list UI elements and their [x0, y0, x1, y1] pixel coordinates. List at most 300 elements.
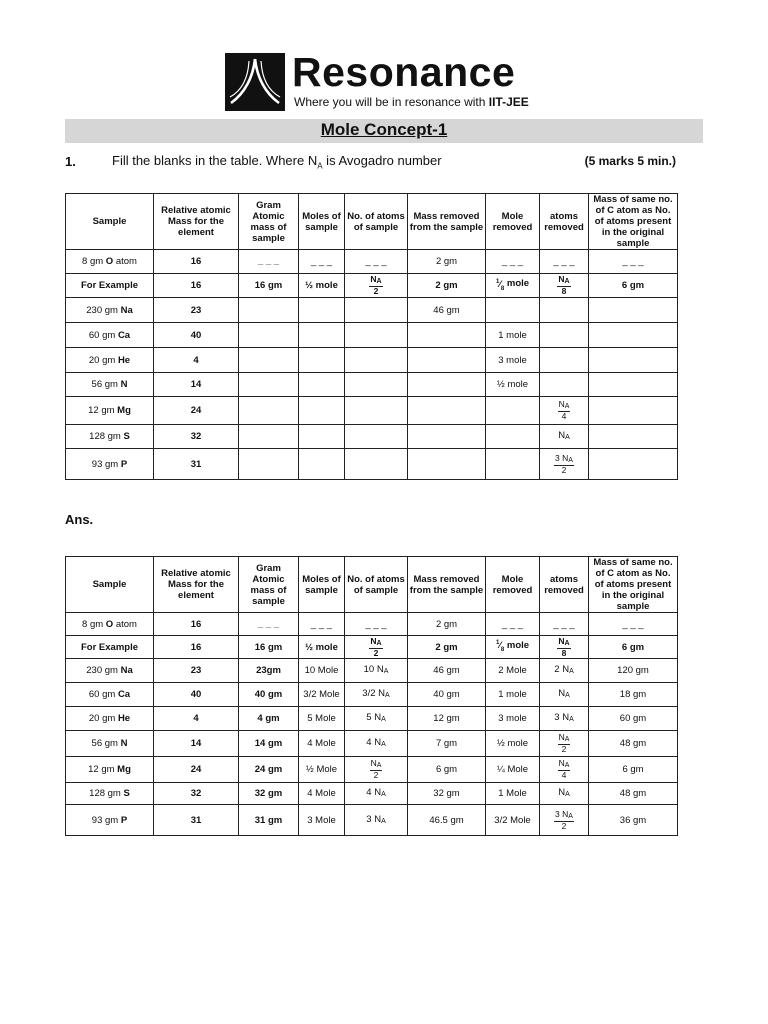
cell-removed	[408, 323, 486, 348]
cell-atoms	[345, 373, 408, 397]
cell-atoms	[345, 425, 408, 449]
element-symbol: N	[120, 738, 128, 749]
cell-sample	[66, 449, 154, 480]
marks-label: (5 marks 5 min.)	[584, 154, 676, 168]
fraction-denominator: 4	[561, 411, 567, 421]
subscript-a: A	[381, 791, 386, 798]
cell-moles: 5 Mole	[299, 707, 345, 731]
cell-atoms-removed	[540, 397, 589, 425]
sample-suffix: atom	[113, 618, 137, 630]
element-symbol: S	[123, 788, 130, 799]
column-header: Relative atomic Mass for the element	[154, 557, 239, 613]
cell-sample	[66, 373, 154, 397]
cell-removed	[408, 373, 486, 397]
fraction-numerator: NA	[558, 399, 570, 410]
cell-sample	[66, 613, 154, 636]
subscript-a: A	[568, 812, 573, 820]
sample-amount: 8 gm	[82, 256, 106, 267]
subscript-a: A	[376, 278, 382, 285]
cell-c-mass: 6 gm	[589, 636, 678, 659]
element-symbol: He	[117, 713, 131, 724]
sample-amount: 230 gm	[86, 304, 121, 316]
table-row	[66, 805, 678, 836]
fraction-numerator: NA	[558, 732, 570, 743]
cell-atoms-removed: NA	[540, 425, 589, 449]
cell-mass: 40	[154, 683, 239, 707]
subscript-a: A	[564, 403, 570, 410]
brand-name: Resonance	[292, 49, 516, 95]
sample-amount: 12 gm	[88, 405, 118, 416]
sample-amount: 56 gm	[91, 738, 121, 749]
cell-mass: 23	[154, 659, 239, 683]
subscript-a: A	[568, 456, 573, 464]
cell-removed	[408, 425, 486, 449]
cell-c-mass: 36 gm	[589, 805, 678, 836]
cell-gram	[239, 425, 299, 449]
column-header: Gram Atomic mass of sample	[239, 194, 299, 250]
fraction	[558, 400, 571, 421]
cell-mass: 14	[154, 373, 239, 397]
cell-gram: 16 gm	[239, 636, 299, 659]
subscript-a: A	[565, 434, 570, 441]
cell-mole-removed: 3 mole	[486, 348, 540, 373]
cell-atoms-removed	[540, 731, 589, 757]
cell-moles: 4 Mole	[299, 731, 345, 757]
element-symbol: Ca	[117, 689, 131, 700]
cell-moles	[299, 323, 345, 348]
cell-gram: 40 gm	[239, 683, 299, 707]
table-row	[66, 707, 678, 731]
fraction-numerator: NA	[558, 274, 570, 285]
cell-c-mass: 6 gm	[589, 757, 678, 783]
cell-moles: _ _ _	[299, 613, 345, 636]
cell-mass: 40	[154, 323, 239, 348]
element-symbol: N	[120, 379, 128, 390]
cell-mole-removed	[486, 397, 540, 425]
table-row	[66, 298, 678, 323]
cell-atoms-removed: _ _ _	[540, 250, 589, 274]
element-symbol: O	[105, 256, 114, 267]
sample-amount: 93 gm	[91, 814, 121, 826]
cell-removed	[408, 397, 486, 425]
cell-removed: 40 gm	[408, 683, 486, 707]
cell-atoms-removed: 3 NA	[540, 707, 589, 731]
fraction	[557, 637, 570, 658]
cell-mass: 31	[154, 805, 239, 836]
sample-amount: 56 gm	[91, 379, 121, 390]
cell-gram	[239, 449, 299, 480]
cell-moles: ½ Mole	[299, 757, 345, 783]
cell-moles: 10 Mole	[299, 659, 345, 683]
cell-removed: 12 gm	[408, 707, 486, 731]
table-row	[66, 323, 678, 348]
fraction-denominator: 2	[373, 286, 379, 296]
cell-atoms	[345, 397, 408, 425]
cell-atoms-removed	[540, 449, 589, 480]
subscript-a: A	[381, 741, 386, 748]
cell-removed: 2 gm	[408, 613, 486, 636]
column-header: Moles of sample	[299, 194, 345, 250]
cell-c-mass: 120 gm	[589, 659, 678, 683]
cell-atoms: 10 NA	[345, 659, 408, 683]
column-header: Relative atomic Mass for the element	[154, 194, 239, 250]
table-row	[66, 397, 678, 425]
fraction-denominator: 2	[561, 820, 567, 831]
question-number: 1.	[65, 154, 76, 169]
cell-atoms: 3/2 NA	[345, 683, 408, 707]
fraction-numerator: NA	[370, 635, 382, 647]
column-header: No. of atoms of sample	[345, 557, 408, 613]
cell-c-mass: _ _ _	[589, 613, 678, 636]
fraction	[557, 275, 570, 296]
element-symbol: O	[105, 618, 114, 630]
cell-mole-removed	[486, 274, 540, 298]
cell-atoms-removed: NA	[540, 683, 589, 707]
fraction	[370, 759, 383, 780]
fraction-denominator: 2	[373, 770, 379, 780]
cell-mole-removed: _ _ _	[486, 250, 540, 274]
cell-mole-removed	[486, 636, 540, 659]
cell-atoms-removed: _ _ _	[540, 613, 589, 636]
cell-mass: 24	[154, 757, 239, 783]
cell-sample	[66, 348, 154, 373]
fraction-denominator: 8	[561, 286, 567, 296]
sample-amount: 128 gm	[89, 431, 124, 442]
sample-amount: 12 gm	[88, 764, 118, 775]
cell-mass: 23	[154, 298, 239, 323]
cell-atoms-removed: 2 NA	[540, 659, 589, 683]
subscript-a: A	[569, 668, 574, 675]
cell-atoms-removed	[540, 805, 589, 836]
cell-removed: 2 gm	[408, 250, 486, 274]
column-header: atoms removed	[540, 557, 589, 613]
cell-moles: 3 Mole	[299, 805, 345, 836]
cell-mass: 16	[154, 613, 239, 636]
cell-sample	[66, 425, 154, 449]
table-row	[66, 757, 678, 783]
cell-removed: 46 gm	[408, 298, 486, 323]
subscript-a: A	[381, 716, 386, 723]
fraction-numerator: 3 NA	[555, 452, 573, 464]
cell-sample	[66, 397, 154, 425]
cell-c-mass: 48 gm	[589, 783, 678, 805]
column-header: Mole removed	[486, 557, 540, 613]
cell-mole-removed: _ _ _	[486, 613, 540, 636]
subscript-a: A	[376, 762, 382, 769]
cell-moles	[299, 449, 345, 480]
cell-sample: For Example	[66, 636, 154, 659]
fraction-numerator: NA	[370, 274, 382, 285]
element-symbol: Na	[120, 665, 133, 676]
column-header: Mass of same no. of C atom as No. of atoms present in the original sample	[589, 557, 678, 613]
sample-amount: 20 gm	[88, 713, 118, 724]
cell-mass: 4	[154, 348, 239, 373]
sample-amount: 93 gm	[91, 458, 121, 470]
sample-amount: 60 gm	[88, 329, 118, 341]
cell-moles	[299, 425, 345, 449]
table-row	[66, 373, 678, 397]
cell-atoms-removed	[540, 323, 589, 348]
sample-suffix: atom	[113, 256, 137, 267]
table-row	[66, 683, 678, 707]
table-row	[66, 636, 678, 659]
cell-mole-removed: 1 Mole	[486, 783, 540, 805]
table-header-row	[66, 194, 678, 250]
column-header: Moles of sample	[299, 557, 345, 613]
cell-mass: 16	[154, 250, 239, 274]
element-symbol: P	[120, 458, 128, 470]
cell-gram: _ _ _	[239, 250, 299, 274]
cell-mass: 16	[154, 274, 239, 298]
cell-atoms	[345, 348, 408, 373]
cell-removed: 2 gm	[408, 274, 486, 298]
subscript-a: A	[564, 736, 570, 743]
cell-moles	[299, 397, 345, 425]
cell-c-mass: 48 gm	[589, 731, 678, 757]
cell-gram: _ _ _	[239, 613, 299, 636]
cell-c-mass	[589, 397, 678, 425]
cell-removed	[408, 449, 486, 480]
subscript-a: A	[569, 716, 574, 723]
cell-moles	[299, 348, 345, 373]
table-row	[66, 449, 678, 480]
table-row	[66, 783, 678, 805]
table-row	[66, 250, 678, 274]
sample-amount: 230 gm	[86, 665, 121, 676]
cell-gram: 14 gm	[239, 731, 299, 757]
cell-atoms-removed: NA	[540, 783, 589, 805]
table-row	[66, 348, 678, 373]
fraction	[558, 759, 571, 780]
cell-gram: 32 gm	[239, 783, 299, 805]
cell-c-mass	[589, 449, 678, 480]
page-title: Mole Concept-1	[320, 120, 448, 139]
cell-mole-removed: ½ mole	[486, 731, 540, 757]
element-symbol: Ca	[117, 329, 131, 341]
cell-mole-removed: ¼ Mole	[486, 757, 540, 783]
fraction-numerator: NA	[558, 758, 570, 769]
cell-sample	[66, 683, 154, 707]
fraction	[554, 454, 574, 475]
cell-atoms	[345, 757, 408, 783]
question-table	[65, 193, 678, 480]
cell-gram	[239, 397, 299, 425]
brand-tagline: Where you will be in resonance with IIT-JEE	[294, 95, 529, 109]
cell-gram	[239, 298, 299, 323]
fraction-numerator: 3 NA	[555, 808, 573, 820]
cell-sample	[66, 298, 154, 323]
element-symbol: Mg	[117, 405, 131, 416]
cell-atoms: 3 NA	[345, 805, 408, 836]
fraction	[558, 733, 571, 754]
subscript-a: A	[376, 639, 382, 647]
cell-atoms	[345, 449, 408, 480]
cell-sample: For Example	[66, 274, 154, 298]
column-header: Sample	[66, 194, 154, 250]
cell-atoms-removed	[540, 636, 589, 659]
column-header: Sample	[66, 557, 154, 613]
column-header: Gram Atomic mass of sample	[239, 557, 299, 613]
cell-atoms-removed	[540, 348, 589, 373]
subscript-a: A	[383, 668, 389, 675]
cell-moles: ½ mole	[299, 274, 345, 298]
subscript-a: A	[381, 817, 386, 825]
cell-mass: 14	[154, 731, 239, 757]
cell-c-mass	[589, 373, 678, 397]
fraction-numerator: NA	[558, 635, 570, 647]
fraction-denominator: 2	[561, 464, 567, 475]
column-header: atoms removed	[540, 194, 589, 250]
cell-mass: 16	[154, 636, 239, 659]
cell-gram	[239, 373, 299, 397]
table-row	[66, 613, 678, 636]
cell-atoms: _ _ _	[345, 250, 408, 274]
element-symbol: S	[123, 431, 130, 442]
cell-moles	[299, 298, 345, 323]
cell-atoms: 4 NA	[345, 731, 408, 757]
cell-c-mass	[589, 425, 678, 449]
cell-sample	[66, 805, 154, 836]
fraction-denominator: 2	[373, 647, 379, 658]
cell-mole-removed	[486, 425, 540, 449]
table-row	[66, 425, 678, 449]
cell-mass: 4	[154, 707, 239, 731]
fraction-denominator: 2	[561, 744, 567, 754]
cell-atoms: 4 NA	[345, 783, 408, 805]
sample-amount: 8 gm	[82, 618, 106, 630]
cell-gram: 16 gm	[239, 274, 299, 298]
cell-moles: 4 Mole	[299, 783, 345, 805]
cell-mass: 31	[154, 449, 239, 480]
cell-removed	[408, 348, 486, 373]
cell-moles: 3/2 Mole	[299, 683, 345, 707]
cell-atoms	[345, 636, 408, 659]
table-header-row	[66, 557, 678, 613]
fraction	[554, 810, 574, 831]
cell-atoms-removed	[540, 757, 589, 783]
cell-mass: 24	[154, 397, 239, 425]
cell-mole-removed: 3 mole	[486, 707, 540, 731]
cell-c-mass	[589, 298, 678, 323]
answer-label: Ans.	[65, 512, 94, 527]
cell-c-mass	[589, 323, 678, 348]
cell-gram	[239, 323, 299, 348]
cell-moles: _ _ _	[299, 250, 345, 274]
cell-sample	[66, 659, 154, 683]
value: $^1⁄_8$ mole	[495, 278, 530, 292]
cell-sample	[66, 757, 154, 783]
cell-sample	[66, 323, 154, 348]
cell-atoms	[345, 323, 408, 348]
fraction-denominator: 8	[561, 647, 567, 658]
fraction-denominator: 4	[561, 770, 567, 780]
value: $^1⁄_8$ mole	[495, 639, 530, 654]
cell-gram: 23gm	[239, 659, 299, 683]
cell-c-mass: 60 gm	[589, 707, 678, 731]
column-header: Mass of same no. of C atom as No. of atoms present in the original sample	[589, 194, 678, 250]
fraction	[369, 637, 382, 658]
cell-removed: 2 gm	[408, 636, 486, 659]
table-row	[66, 659, 678, 683]
sample-amount: 128 gm	[89, 788, 124, 799]
title-band	[65, 119, 703, 143]
question-text: Fill the blanks in the table. Where $N_A$ is Avogadro number	[112, 153, 442, 171]
cell-atoms-removed	[540, 274, 589, 298]
fraction-numerator: NA	[370, 758, 382, 769]
subscript-a: A	[565, 692, 570, 699]
cell-mole-removed: ½ mole	[486, 373, 540, 397]
cell-atoms: _ _ _	[345, 613, 408, 636]
cell-atoms: 5 NA	[345, 707, 408, 731]
element-symbol: P	[120, 814, 128, 826]
cell-gram: 31 gm	[239, 805, 299, 836]
cell-mass: 32	[154, 425, 239, 449]
element-symbol: Mg	[117, 764, 131, 775]
table-row	[66, 274, 678, 298]
cell-sample	[66, 707, 154, 731]
sample-amount: 60 gm	[88, 689, 118, 700]
cell-sample	[66, 250, 154, 274]
cell-atoms	[345, 298, 408, 323]
cell-sample	[66, 731, 154, 757]
cell-moles	[299, 373, 345, 397]
element-symbol: Na	[120, 304, 133, 316]
slash-fraction: $^1⁄_8$	[495, 639, 505, 654]
cell-mole-removed: 1 mole	[486, 683, 540, 707]
cell-moles: ½ mole	[299, 636, 345, 659]
column-header: Mass removed from the sample	[408, 557, 486, 613]
subscript-a: A	[564, 762, 570, 769]
cell-c-mass	[589, 348, 678, 373]
answer-table	[65, 556, 678, 836]
column-header: Mole removed	[486, 194, 540, 250]
slash-fraction: $^1⁄_8$	[495, 278, 505, 292]
cell-atoms-removed	[540, 298, 589, 323]
column-header: No. of atoms of sample	[345, 194, 408, 250]
cell-mole-removed: 2 Mole	[486, 659, 540, 683]
cell-atoms-removed	[540, 373, 589, 397]
cell-removed: 32 gm	[408, 783, 486, 805]
fraction	[369, 275, 382, 296]
logo-emblem-icon	[225, 53, 285, 111]
table-row	[66, 731, 678, 757]
cell-removed: 46 gm	[408, 659, 486, 683]
cell-sample	[66, 783, 154, 805]
cell-removed: 46.5 gm	[408, 805, 486, 836]
column-header: Mass removed from the sample	[408, 194, 486, 250]
sample-amount: 20 gm	[88, 354, 118, 366]
cell-mole-removed: 1 mole	[486, 323, 540, 348]
cell-mole-removed	[486, 298, 540, 323]
cell-c-mass: 6 gm	[589, 274, 678, 298]
subscript-a: A	[385, 692, 390, 699]
cell-mole-removed: 3/2 Mole	[486, 805, 540, 836]
subscript-a: A	[564, 278, 570, 285]
cell-gram: 24 gm	[239, 757, 299, 783]
cell-gram: 4 gm	[239, 707, 299, 731]
subscript-a: A	[564, 639, 570, 647]
cell-mass: 32	[154, 783, 239, 805]
element-symbol: He	[117, 354, 131, 366]
cell-mole-removed	[486, 449, 540, 480]
cell-c-mass: _ _ _	[589, 250, 678, 274]
subscript-a: A	[565, 791, 570, 798]
resonance-logo	[225, 49, 529, 111]
cell-gram	[239, 348, 299, 373]
cell-c-mass: 18 gm	[589, 683, 678, 707]
cell-atoms	[345, 274, 408, 298]
cell-removed: 7 gm	[408, 731, 486, 757]
